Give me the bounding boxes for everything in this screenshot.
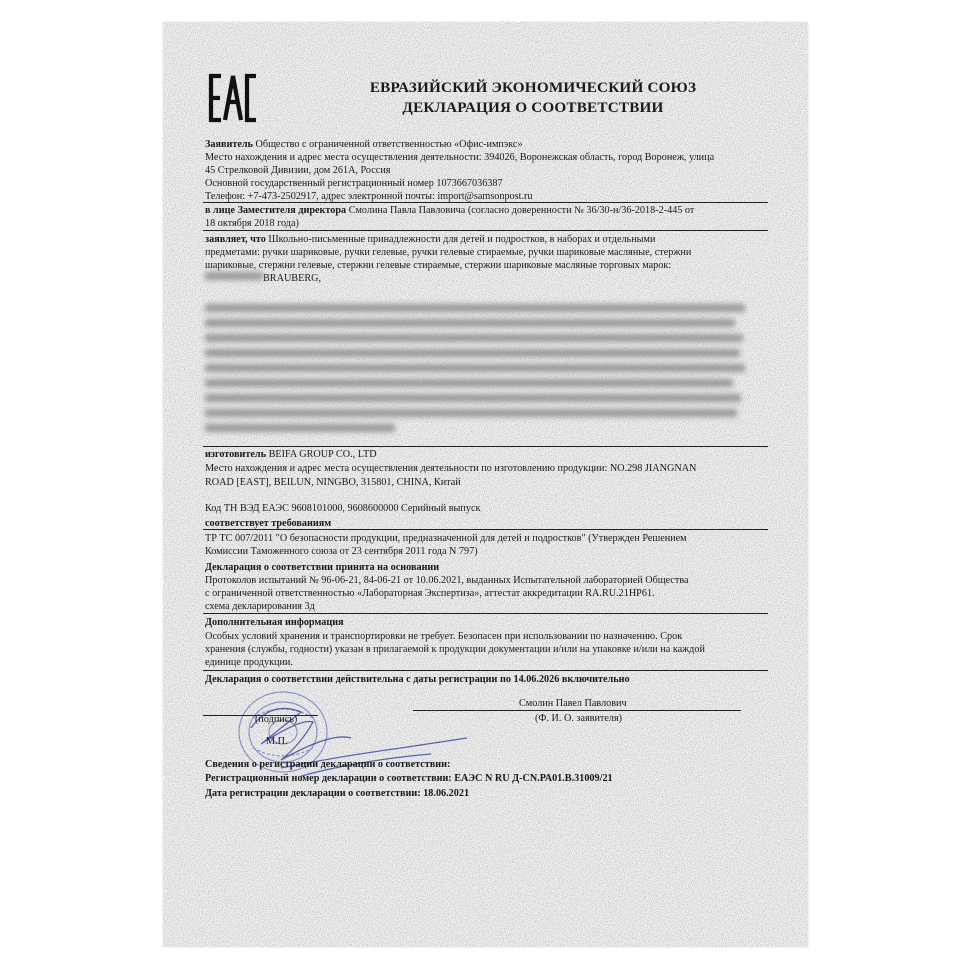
applicant-contacts: Телефон: +7-473-2502917, адрес электронной почты: import@samsonpost.ru [205, 191, 533, 202]
basis-line-3: схема декларирования 3д [205, 601, 315, 612]
registration-date: Дата регистрации декларации о соответствии: 18.06.2021 [205, 788, 470, 799]
applicant-address-2: 45 Стрелковой Дивизии, дом 261А, Россия [205, 165, 391, 176]
signatory-name: Смолин Павел Павлович [519, 698, 627, 709]
divider [203, 202, 768, 203]
declares-brand: BRAUBERG, [263, 273, 322, 284]
redacted-block [205, 300, 745, 442]
eac-logo-icon [208, 72, 258, 124]
extra-label: Дополнительная информация [205, 617, 344, 628]
person-label: в лице Заместителя директора [205, 205, 347, 216]
declares-line-2: предметами: ручки шариковые, ручки гелевые, ручки гелевые стираемые, ручки шариковые масляные, стержни [205, 247, 692, 258]
signatory-caption: (Ф. И. О. заявителя) [535, 713, 623, 724]
person-line-2: 18 октября 2018 года) [205, 218, 299, 229]
declares-line-3: шариковые, стержни гелевые, стержни гелевые стираемые, стержни шариковые масляные торговых марок: [205, 260, 672, 271]
basis-label: Декларация о соответствии принята на основании [205, 562, 440, 573]
extra-line-2: хранения (службы, годности) указан в прилагаемой к продукции документации и/или на упаковке и/или на каждой [205, 644, 705, 655]
registration-number: Регистрационный номер декларации о соответствии: ЕАЭС N RU Д-CN.РА01.В.31009/21 [205, 773, 613, 784]
name-line [413, 710, 741, 711]
manufacturer-address-1: Место нахождения и адрес места осуществления деятельности по изготовлению продукции: NO.298 JIANGNAN [205, 463, 697, 474]
manufacturer-name: BEIFA GROUP CO., LTD [268, 449, 377, 460]
divider [203, 230, 768, 231]
person-name: Смолина Павла Павловича (согласно доверенности № 36/30-н/36-2018-2-445 от [348, 205, 695, 216]
declares-line-1 [205, 233, 655, 246]
validity-statement: Декларация о соответствии действительна с даты регистрации по 14.06.2026 включительно [205, 674, 630, 685]
requirements-line-1: ТР ТС 007/2011 "О безопасности продукции, предназначенной для детей и подростков" (Утвержден Решением [205, 533, 687, 544]
divider [203, 613, 768, 614]
applicant-name: Общество с ограниченной ответственностью «Офис-импэкс» [255, 139, 523, 150]
divider [203, 529, 768, 530]
header-title-union: ЕВРАЗИЙСКИЙ ЭКОНОМИЧЕСКИЙ СОЮЗ [369, 79, 697, 96]
person-line-1 [205, 204, 694, 217]
extra-line-3: единице продукции. [205, 657, 293, 668]
extra-line-1: Особых условий хранения и транспортировки не требует. Безопасен при использовании по назначению. Срок [205, 631, 683, 642]
requirements-line-2: Комиссии Таможенного союза от 23 сентября 2011 года N 797) [205, 546, 478, 557]
applicant-ogrn: Основной государственный регистрационный номер 1073667036387 [205, 178, 503, 189]
applicant-address-1: Место нахождения и адрес места осуществления деятельности: 394026, Воронежская область, город Воронеж, улица [205, 152, 715, 163]
stamp-caption: М.П. [266, 736, 288, 747]
tnved-code: Код ТН ВЭД ЕАЭС 9608101000, 9608600000 Серийный выпуск [205, 503, 481, 514]
divider [203, 446, 768, 447]
applicant-line-1 [205, 138, 523, 151]
applicant-label: Заявитель [205, 139, 253, 150]
declares-label: заявляет, что [205, 234, 266, 245]
basis-line-2: с ограниченной ответственностью «Лабораторная Экспертиза», аттестат аккредитации RA.RU.21HP61. [205, 588, 655, 599]
declares-product: Школьно-письменные принадлежности для детей и подростков, в наборах и отдельными [268, 234, 656, 245]
header-title-declaration: ДЕКЛАРАЦИЯ О СООТВЕТСТВИИ [402, 99, 664, 116]
manufacturer-label: изготовитель [205, 449, 267, 460]
basis-line-1: Протоколов испытаний № 96-06-21, 84-06-21 от 10.06.2021, выданных Испытательной лабораторией Общества [205, 575, 689, 586]
requirements-label: соответствует требованиям [205, 518, 332, 529]
registration-title: Сведения о регистрации декларации о соответствии: [205, 759, 451, 770]
divider [203, 670, 768, 671]
manufacturer-address-2: ROAD [EAST], BEILUN, NINGBO, 315801, CHINA, Китай [205, 477, 461, 488]
declaration-sheet [163, 22, 808, 947]
manufacturer-line [205, 448, 377, 461]
signature-caption: (подпись) [255, 714, 298, 725]
